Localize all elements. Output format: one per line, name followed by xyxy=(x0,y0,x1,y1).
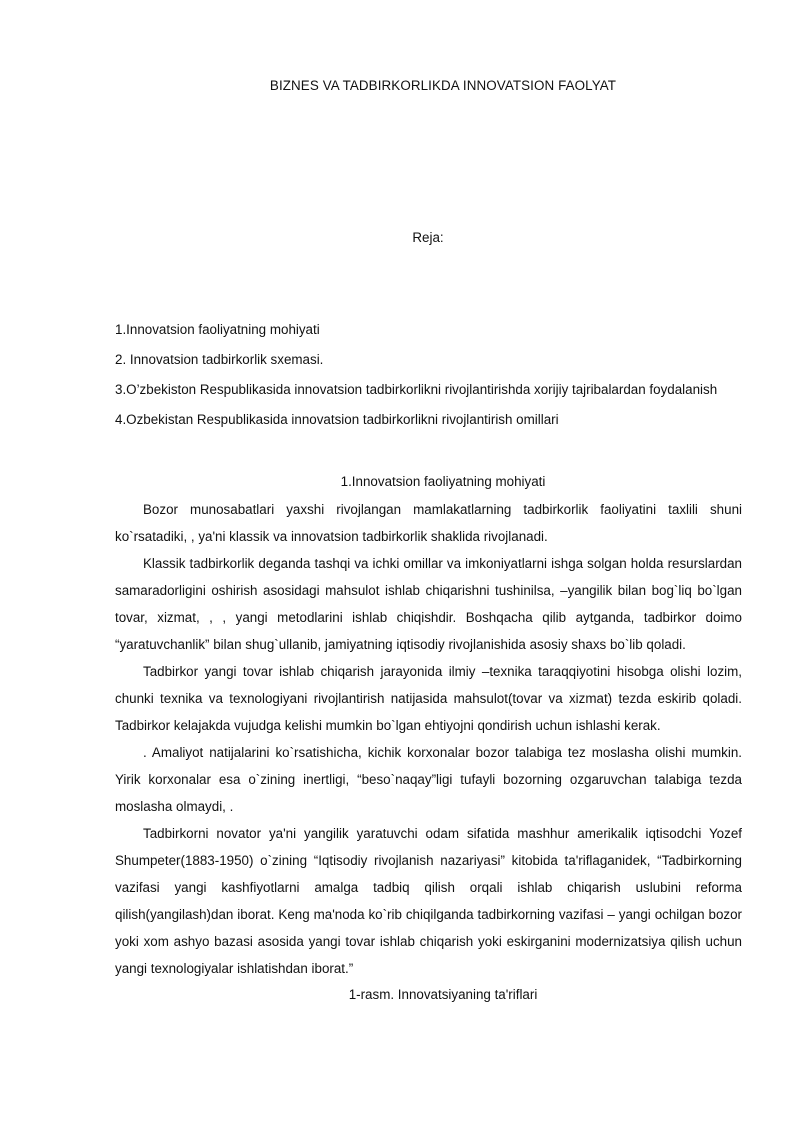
document-title: BIZNES VA TADBIRKORLIKDA INNOVATSION FAOLYAT xyxy=(269,78,617,93)
paragraph: Klassik tadbirkorlik deganda tashqi va ichki omillar va imkoniyatlarni ishga solgan holda resurslardan samaradorligini oshirish asosidagi mahsulot ishlab chiqarishni tushinilsa, –yangilik bilan bog`liq bo`lgan tovar, xizmat, , , yangi metodlarini ishlab chiqishdir. Boshqacha qilib aytganda, tadbirkor doimo “yaratuvchanlik” bilan shug`ullanib, jamiyatning iqtisodiy rivojlanishida asosiy shaxs bo`lib qoladi. xyxy=(115,556,742,652)
plan-item: 3.O’zbekiston Respublikasida innovatsion tadbirkorlikni rivojlantirishda xorijiy tajribalardan foydalanish xyxy=(115,382,718,397)
plan-item: 2. Innovatsion tadbirkorlik sxemasi. xyxy=(115,352,324,367)
figure-caption: 1-rasm. Innovatsiyaning ta'riflari xyxy=(348,987,538,1002)
paragraph: . Amaliyot natijalarini ko`rsatishicha, kichik korxonalar bozor talabiga tez moslasha olishi mumkin. Yirik korxonalar esa o`zining inertligi, “beso`naqay”ligi tufayli bozorning ozgaruvchan talabiga tezda moslasha olmaydi, . xyxy=(115,745,742,814)
paragraph: Bozor munosabatlari yaxshi rivojlangan mamlakatlarning tadbirkorlik faoliyatini taxlili shuni ko`rsatadiki, , ya'ni klassik va innovatsion tadbirkorlik shaklida rivojlanadi. xyxy=(115,502,742,544)
paragraph: Tadbirkor yangi tovar ishlab chiqarish jarayonida ilmiy –texnika taraqqiyotini hisobga olishi lozim, chunki texnika va texnologiyani rivojlantirish natijasida mahsulot(tovar va xizmat) tezda eskirib qoladi. Tadbirkor kelajakda vujudga kelishi mumkin bo`lgan ehtiyojni qondirish uchun ishlashi kerak. xyxy=(115,664,742,733)
plan-heading: Reja: xyxy=(412,230,444,245)
plan-item: 1.Innovatsion faoliyatning mohiyati xyxy=(115,322,320,337)
paragraph: Tadbirkorni novator ya'ni yangilik yaratuvchi odam sifatida mashhur amerikalik iqtisodchi Yozef Shumpeter(1883-1950) o`zining “Iqtisodiy rivojlanish nazariyasi” kitobida ta'riflaganidek, “Tadbirkorning vazifasi yangi kashfiyotlarni amalga tadbiq qilish orqali ishlab chiqarish uslubini reforma qilish(yangilash)dan iborat. Keng ma'noda ko`rib chiqilganda tadbirkorning vazifasi – yangi ochilgan bozor yoki xom ashyo bazasi asosida yangi tovar ishlab chiqarish yoki eskirganini modernizatsiya qilish uchun yangi texnologiyalar ishlatishdan iborat.” xyxy=(115,826,742,976)
plan-item: 4.Ozbekistan Respublikasida innovatsion tadbirkorlikni rivojlantirish omillari xyxy=(115,412,559,427)
section-title: 1.Innovatsion faoliyatning mohiyati xyxy=(340,474,546,489)
plan-list xyxy=(115,320,755,440)
body-text xyxy=(115,496,742,982)
